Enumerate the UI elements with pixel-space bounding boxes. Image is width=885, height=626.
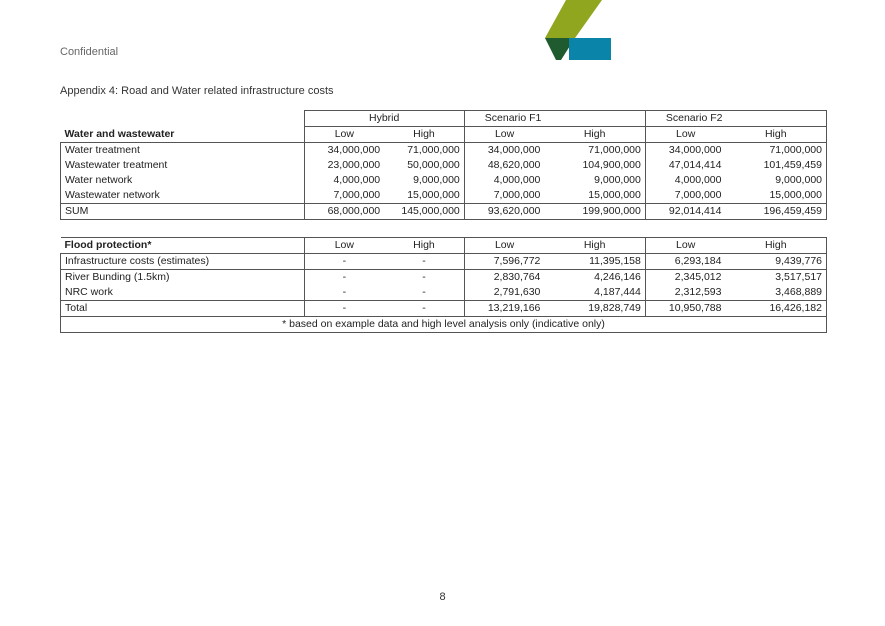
flood-protection-table — [60, 237, 827, 333]
table-row: Water treatment 34,000,000 71,000,000 34,000,000 71,000,000 34,000,000 71,000,000 — [61, 143, 827, 159]
logo-blue-shape — [569, 38, 611, 60]
total-row: Total - - 13,219,166 19,828,749 10,950,788 16,426,182 — [61, 301, 827, 317]
col-f2-low: Low — [645, 238, 725, 254]
column-header-row — [61, 238, 827, 254]
col-f1-high: High — [544, 127, 645, 143]
col-f1-low: Low — [464, 127, 544, 143]
table-row: Infrastructure costs (estimates) - - 7,596,772 11,395,158 6,293,184 9,439,776 — [61, 254, 827, 270]
col-f2-high: High — [725, 238, 826, 254]
water-heading: Water and wastewater — [61, 127, 305, 143]
table-row: Water network 4,000,000 9,000,000 4,000,000 9,000,000 4,000,000 9,000,000 — [61, 173, 827, 188]
col-f2-low: Low — [645, 127, 725, 143]
page-number: 8 — [439, 591, 446, 603]
footnote: * based on example data and high level analysis only (indicative only) — [61, 317, 827, 333]
col-f2-high: High — [725, 127, 826, 143]
col-f1-low: Low — [464, 238, 544, 254]
table-row: Wastewater network 7,000,000 15,000,000 7,000,000 15,000,000 7,000,000 15,000,000 — [61, 188, 827, 204]
col-hybrid-low: Low — [304, 238, 384, 254]
water-wastewater-table — [60, 110, 827, 220]
logo-green-shape — [545, 0, 602, 38]
footnote-row — [61, 317, 827, 333]
appendix-title: Appendix 4: Road and Water related infrastructure costs — [60, 85, 334, 97]
confidential-label: Confidential — [60, 46, 119, 58]
scenario-f1: Scenario F1 — [464, 111, 645, 127]
flood-heading: Flood protection* — [61, 238, 305, 254]
scenario-hybrid: Hybrid — [304, 111, 464, 127]
company-logo — [540, 0, 615, 62]
scenario-f2: Scenario F2 — [645, 111, 826, 127]
col-hybrid-high: High — [384, 127, 464, 143]
column-header-row — [61, 127, 827, 143]
col-f1-high: High — [544, 238, 645, 254]
col-hybrid-low: Low — [304, 127, 384, 143]
scenario-header-row — [61, 111, 827, 127]
table-row: River Bunding (1.5km) - - 2,830,764 4,246,146 2,345,012 3,517,517 — [61, 270, 827, 286]
col-hybrid-high: High — [384, 238, 464, 254]
sum-row: SUM 68,000,000 145,000,000 93,620,000 199,900,000 92,014,414 196,459,459 — [61, 204, 827, 220]
table-row: Wastewater treatment 23,000,000 50,000,000 48,620,000 104,900,000 47,014,414 101,459,459 — [61, 158, 827, 173]
table-row: NRC work - - 2,791,630 4,187,444 2,312,593 3,468,889 — [61, 285, 827, 301]
